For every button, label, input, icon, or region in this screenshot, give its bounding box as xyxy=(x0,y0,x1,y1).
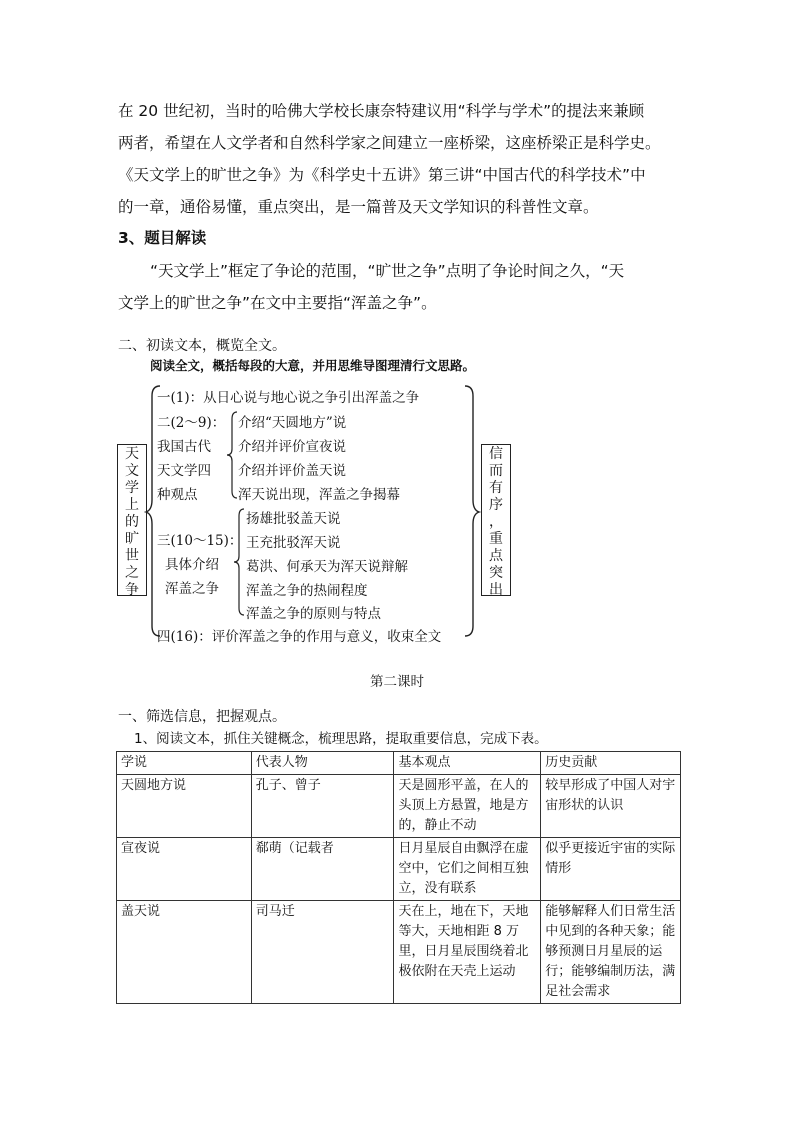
mindmap-left-title: 天 文 学 上 的 旷 世 之 争 xyxy=(125,446,139,598)
mindmap-part-3-item: 王充批驳浑天说 xyxy=(246,535,341,551)
table-row xyxy=(117,775,681,838)
part2-heading: 二、初读文本，概览全文。 xyxy=(118,338,286,354)
mindmap-part-2-sub-1: 我国古代 xyxy=(157,439,211,455)
mindmap-part-2-label: 二(2～9)： xyxy=(157,415,226,431)
table-cell: 似乎更接近宇宙的实际情形 xyxy=(541,838,681,901)
section3-line-2: 文学上的旷世之争”在文中主要指“浑盖之争”。 xyxy=(118,294,437,312)
table-cell: 日月星辰自由飘浮在虚空中，它们之间相互独立，没有联系 xyxy=(394,838,541,901)
table-header-cell: 代表人物 xyxy=(251,752,394,775)
mindmap-part-3-label: 三(10～15)： xyxy=(157,533,243,549)
intro-line-2: 两者，希望在人文学者和自然科学家之间建立一座桥梁，这座桥梁正是科学史。 xyxy=(118,134,661,152)
table-row xyxy=(117,901,681,1004)
mindmap-part-3-item: 扬雄批驳盖天说 xyxy=(246,511,341,527)
table-cell: 能够解释人们日常生活中见到的各种天象；能够预测日月星辰的运行；能够编制历法，满足社会需求 xyxy=(541,901,681,1004)
lesson2-heading: 一、筛选信息，把握观点。 xyxy=(118,709,286,725)
table-cell: 司马迁 xyxy=(251,901,394,1004)
mindmap-part-2-sub-3: 种观点 xyxy=(157,487,198,503)
mindmap-part-4: 四(16)：评价浑盖之争的作用与意义，收束全文 xyxy=(157,629,442,645)
mindmap-part-3-sub-1: 具体介绍 xyxy=(165,557,219,573)
table-cell: 宣夜说 xyxy=(117,838,252,901)
section3-heading: 3、题目解读 xyxy=(118,229,207,247)
mindmap-part-2-sub-2: 天文学四 xyxy=(157,463,211,479)
mindmap-part-2-item: 浑天说出现，浑盖之争揭幕 xyxy=(238,487,400,503)
mindmap-part-3-item: 浑盖之争的热闹程度 xyxy=(246,583,368,599)
part-2-brace xyxy=(226,409,238,501)
table-cell: 孔子、曾子 xyxy=(251,775,394,838)
mindmap-right-title: 信 而 有 序 ， 重 点 突 出 xyxy=(489,446,503,598)
mindmap-part-3-item: 葛洪、何承天为浑天说辩解 xyxy=(246,559,408,575)
table-cell: 郗萌（记载者 xyxy=(251,838,394,901)
intro-line-4: 的一章，通俗易懂，重点突出，是一篇普及天文学知识的科普性文章。 xyxy=(118,198,599,216)
intro-line-3: 《天文学上的旷世之争》为《科学史十五讲》第三讲“中国古代的科学技术”中 xyxy=(118,166,646,184)
main-right-brace xyxy=(463,382,481,640)
mindmap-part-2-item: 介绍“天圆地方”说 xyxy=(238,415,347,431)
mindmap-part-1: 一(1)：从日心说与地心说之争引出浑盖之争 xyxy=(157,390,420,406)
info-table xyxy=(116,751,681,1004)
mindmap-part-2-item: 介绍并评价盖天说 xyxy=(238,463,346,479)
table-header-row xyxy=(117,752,681,775)
mindmap-part-3-sub-2: 浑盖之争 xyxy=(165,581,219,597)
table-header-cell: 学说 xyxy=(117,752,252,775)
mindmap-part-3-item: 浑盖之争的原则与特点 xyxy=(246,606,381,622)
table-cell: 天在上，地在下，天地等大，天地相距 8 万里，日月星辰围绕着北极依附在天壳上运动 xyxy=(394,901,541,1004)
part-3-brace xyxy=(233,506,245,618)
table-cell: 天圆地方说 xyxy=(117,775,252,838)
mindmap-instruction: 阅读全文，概括每段的大意，并用思维导图理清行文思路。 xyxy=(150,358,476,373)
lesson2-task: 1、阅读文本，抓住关键概念，梳理思路，提取重要信息，完成下表。 xyxy=(134,731,548,747)
intro-line-1: 在 20 世纪初，当时的哈佛大学校长康奈特建议用“科学与学术”的提法来兼顾 xyxy=(118,102,645,120)
section3-line-1: “天文学上”框定了争论的范围，“旷世之争”点明了争论时间之久，“天 xyxy=(150,262,625,280)
table-cell: 盖天说 xyxy=(117,901,252,1004)
mindmap-part-2-item: 介绍并评价宣夜说 xyxy=(238,439,346,455)
lesson2-title: 第二课时 xyxy=(370,674,424,690)
table-row xyxy=(117,838,681,901)
table-header-cell: 历史贡献 xyxy=(541,752,681,775)
table-cell: 天是圆形平盖，在人的头顶上方悬置，地是方的，静止不动 xyxy=(394,775,541,838)
table-header-cell: 基本观点 xyxy=(394,752,541,775)
table-cell: 较早形成了中国人对宇宙形状的认识 xyxy=(541,775,681,838)
